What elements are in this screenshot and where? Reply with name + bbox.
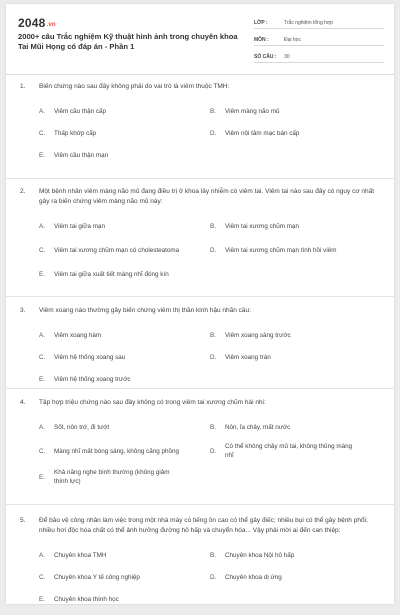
option-a[interactable] xyxy=(6,215,210,237)
meta-info xyxy=(254,14,384,65)
option-letter: A. xyxy=(39,222,45,230)
option-text: Viêm cầu thận cấp xyxy=(54,107,107,115)
option-a[interactable] xyxy=(6,324,210,346)
option-letter: B. xyxy=(210,331,216,339)
option-text: Viêm xoang hàm xyxy=(54,331,102,339)
option-letter: A. xyxy=(39,423,45,431)
meta-label: LỚP : xyxy=(254,20,268,26)
option-letter: B. xyxy=(210,551,216,559)
meta-value: Trắc nghiệm tổng hợp xyxy=(284,20,333,26)
options xyxy=(6,316,394,390)
option-b[interactable] xyxy=(210,100,381,122)
option-letter: E. xyxy=(39,270,45,278)
option-e[interactable] xyxy=(6,368,210,390)
meta-row-class xyxy=(254,14,384,29)
options xyxy=(6,92,394,166)
question-body: Để bảo vệ công nhân làm việc trong một nhà máy có tiếng ồn cao có thể gây điếc; nhiều bụi có thể gây bệnh phổi; nhiều hơi độc hóa chất có thể ảnh hưởng đường hô hấp và chuyển hóa... Vậy phải mời ai đến can thiệp: xyxy=(39,517,368,534)
option-d[interactable] xyxy=(210,122,381,144)
document-page xyxy=(6,4,394,604)
question-text xyxy=(6,516,394,536)
option-c[interactable] xyxy=(6,566,210,588)
option-b[interactable] xyxy=(210,215,381,237)
option-letter: A. xyxy=(39,107,45,115)
option-text: Màng nhĩ mất bóng sáng, không căng phồng xyxy=(54,447,179,455)
option-text: Sốt, nôn trớ, đi tướt xyxy=(54,423,110,431)
option-c[interactable] xyxy=(6,237,210,263)
option-text: Chuyên khoa Y tế công nghiệp xyxy=(54,573,140,581)
option-text: Chuyên khoa thính học xyxy=(54,595,119,603)
option-text: Chuyên khoa TMH xyxy=(54,551,107,559)
meta-value: Đại học xyxy=(284,37,301,43)
options xyxy=(6,536,394,610)
option-a[interactable] xyxy=(6,544,210,566)
question-text xyxy=(6,398,394,408)
option-a[interactable] xyxy=(6,100,210,122)
option-e[interactable] xyxy=(6,144,210,166)
option-b[interactable] xyxy=(210,544,381,566)
option-letter: C. xyxy=(39,246,46,254)
option-text: Viêm nội tâm mạc bán cấp xyxy=(225,129,300,137)
option-d[interactable] xyxy=(210,346,381,368)
option-text: Viêm tai xương chũm mạn tính hồi viêm xyxy=(225,246,337,254)
option-letter: E. xyxy=(39,473,45,481)
option-letter: D. xyxy=(210,573,217,581)
option-text: Nôn, ỉa chảy, mất nước xyxy=(225,423,291,431)
option-letter: E. xyxy=(39,151,45,159)
option-b[interactable] xyxy=(210,416,381,438)
option-letter: C. xyxy=(39,129,46,137)
question-text xyxy=(6,82,394,92)
question-number: 1. xyxy=(20,83,26,90)
question-number: 2. xyxy=(20,188,26,195)
meta-value: 30 xyxy=(284,54,290,60)
meta-label: MÔN : xyxy=(254,37,269,43)
question-body: Một bệnh nhân viêm màng não mủ đang điều trị ở khoa lây nhiễm có viêm tai. Viêm tai nào sau đây có nguy cơ nhất gây ra biến chứng viêm màng não mủ này: xyxy=(39,188,375,205)
option-letter: D. xyxy=(210,353,217,361)
question-number: 5. xyxy=(20,517,26,524)
meta-row-subject xyxy=(254,31,384,46)
option-text: Viêm màng não mủ xyxy=(225,107,280,115)
option-letter: D. xyxy=(210,447,217,455)
option-text: Viêm cầu thận mạn xyxy=(54,151,109,159)
option-letter: E. xyxy=(39,375,45,383)
question-body: Biến chứng nào sau đây không phải do vai trò là viêm thuộc TMH: xyxy=(39,83,230,90)
question-body: Viêm xoang nào thường gây biến chứng viêm thị thần kinh hậu nhãn cầu: xyxy=(39,307,251,314)
option-text: Viêm tai giữa mạn xyxy=(54,222,105,230)
option-text: Chuyên khoa dị ứng xyxy=(225,573,282,581)
option-a[interactable] xyxy=(6,416,210,438)
question-body: Tập hợp triệu chứng nào sau đây không có trong viêm tai xương chũm hài nhi: xyxy=(39,399,266,406)
option-d[interactable] xyxy=(210,237,381,263)
question-item xyxy=(6,179,394,297)
option-letter: A. xyxy=(39,331,45,339)
option-b[interactable] xyxy=(210,324,381,346)
option-text: Viêm hệ thống xoang sau xyxy=(54,353,126,361)
option-letter: B. xyxy=(210,222,216,230)
question-number: 4. xyxy=(20,399,26,406)
option-d[interactable] xyxy=(210,566,381,588)
question-text xyxy=(6,306,394,316)
header-divider xyxy=(6,74,394,75)
option-text: Viêm xoang sàng trước xyxy=(225,331,291,339)
option-text: Viêm tai giữa xuất tiết màng nhĩ đóng kín xyxy=(54,270,169,278)
option-d[interactable] xyxy=(210,438,381,464)
option-letter: C. xyxy=(39,353,46,361)
option-letter: D. xyxy=(210,246,217,254)
option-text: Viêm hệ thống xoang trước xyxy=(54,375,131,383)
logo-number: 2048 xyxy=(18,16,46,30)
option-letter: C. xyxy=(39,573,46,581)
options xyxy=(6,207,394,285)
options xyxy=(6,408,394,490)
question-item xyxy=(6,297,394,389)
option-c[interactable] xyxy=(6,346,210,368)
option-text: Chuyên khoa Nội hô hấp xyxy=(225,551,295,559)
option-letter: B. xyxy=(210,423,216,431)
option-e[interactable] xyxy=(6,263,306,285)
document-title: 2000+ câu Trắc nghiệm Kỹ thuật hình ảnh trong chuyên khoa Tai Mũi Họng có đáp án - Phần 1 xyxy=(18,32,238,52)
question-item xyxy=(6,389,394,505)
option-text: Viêm tai xương chũm mạn xyxy=(225,222,300,230)
option-c[interactable] xyxy=(6,122,210,144)
question-text xyxy=(6,187,394,207)
option-c[interactable] xyxy=(6,438,210,464)
option-text: Khả năng nghe bình thường (không giảm thính lực) xyxy=(54,469,170,485)
option-letter: B. xyxy=(210,107,216,115)
question-item xyxy=(6,505,394,615)
question-item xyxy=(6,82,394,179)
option-letter: C. xyxy=(39,447,46,455)
logo-tld: .vn xyxy=(46,22,56,28)
option-letter: E. xyxy=(39,595,45,603)
question-list xyxy=(6,82,394,615)
question-number: 3. xyxy=(20,307,26,314)
document-header xyxy=(6,4,394,70)
option-letter: D. xyxy=(210,129,217,137)
option-e[interactable] xyxy=(6,588,210,610)
meta-label: SỐ CÂU : xyxy=(254,54,277,60)
option-e[interactable] xyxy=(6,464,210,490)
option-letter: A. xyxy=(39,551,45,559)
option-text: Viêm tai xương chũm mạn có cholesteatoma xyxy=(54,246,180,254)
option-text: Thấp khớp cấp xyxy=(54,129,97,137)
option-text: Có thể không chảy mủ tai, không thủng màng nhĩ xyxy=(225,443,353,459)
meta-row-count xyxy=(254,48,384,63)
option-text: Viêm xoang trán xyxy=(225,353,271,361)
